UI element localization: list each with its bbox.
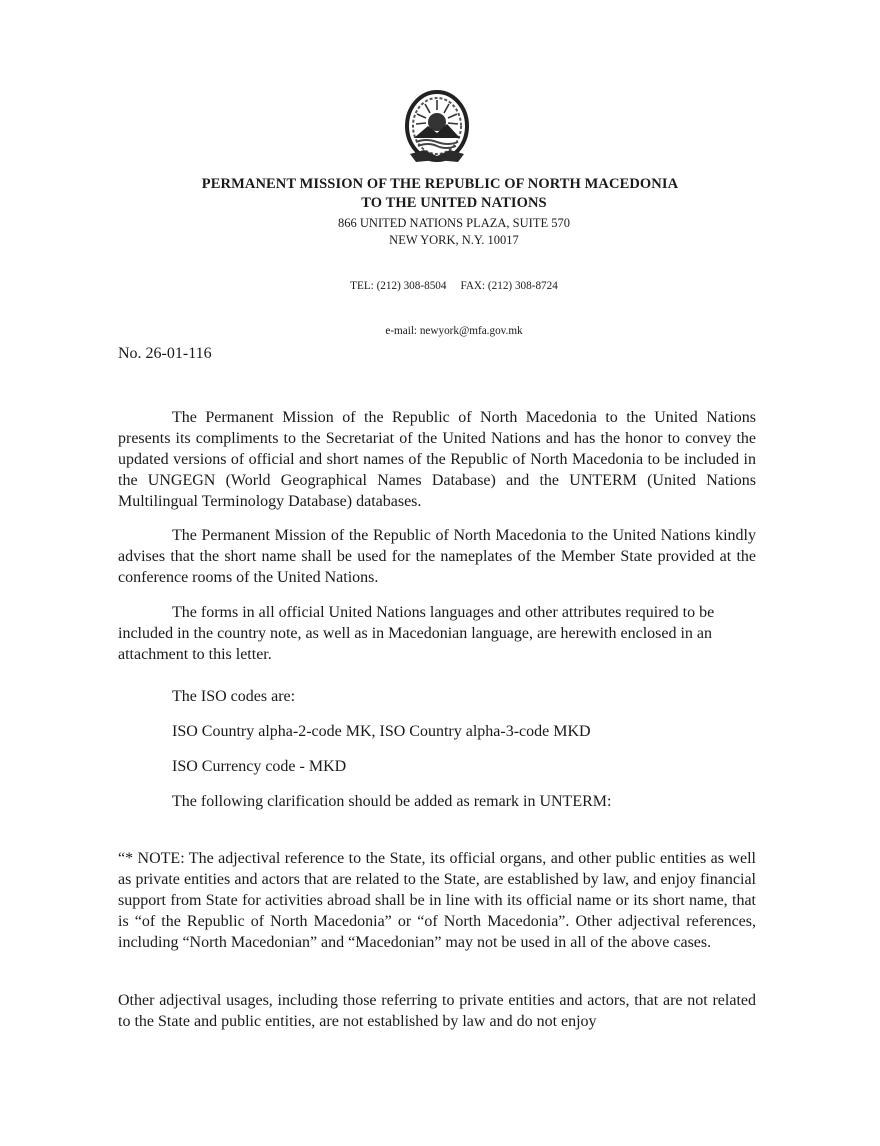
reference-number: No. 26-01-116 xyxy=(118,345,212,362)
paragraph-iso-country: ISO Country alpha-2-code MK, ISO Country alpha-3-code MKD xyxy=(172,723,591,740)
mission-name-line1: PERMANENT MISSION OF THE REPUBLIC OF NORTH MACEDONIA xyxy=(201,176,679,192)
paragraph-2: The Permanent Mission of the Republic of North Macedonia to the United Nations kindly advises that the short name shall be used for the nameplates of the Member State provided at the conference rooms of the United Nations. xyxy=(118,527,756,586)
address-line2: NEW YORK, N.Y. 10017 xyxy=(389,233,519,247)
paragraph-1: The Permanent Mission of the Republic of North Macedonia to the United Nations presents its compliments to the Secretariat of the United Nations and has the honor to convey the updated versions of official and short names of the Republic of North Macedonia to be included in the UNGEGN (World Geographical Names Database) and the UNTERM (United Nations Multilingual Terminology Database) databases. xyxy=(118,409,756,510)
paragraph-3: The forms in all official United Nations languages and other attributes required to be included in the country note, as well as in Macedonian language, are herewith enclosed in an attachment to this letter. xyxy=(118,604,715,663)
email: e-mail: newyork@mfa.gov.mk xyxy=(385,325,523,337)
note-paragraph: “* NOTE: The adjectival reference to the State, its official organs, and other public entities as well as private entities and actors that are related to the State, are established by law, and enjoy financial support from State for activities abroad shall be in line with its official name or its short name, that is “of the Republic of North Macedonia” or “of North Macedonia”. Other adjectival references, including “North Macedonian” and “Macedonian” may not be used in all of the above cases. xyxy=(118,850,756,951)
paragraph-iso-currency: ISO Currency code - MKD xyxy=(172,758,347,775)
letterhead-title xyxy=(0,175,880,213)
mission-name-line2: TO THE UNITED NATIONS xyxy=(361,195,547,211)
letterhead xyxy=(0,175,880,339)
paragraph-iso-intro: The ISO codes are: xyxy=(172,688,296,705)
phone-fax: TEL: (212) 308-8504 FAX: (212) 308-8724 xyxy=(350,280,558,292)
remark-paragraph: Other adjectival usages, including those referring to private entities and actors, that are not related to the State and public entities, are not established by law and do not enjoy xyxy=(118,992,756,1030)
paragraph-clarification: The following clarification should be added as remark in UNTERM: xyxy=(172,793,612,810)
address-line1: 866 UNITED NATIONS PLAZA, SUITE 570 xyxy=(338,216,570,230)
coat-of-arms-icon xyxy=(400,86,474,168)
